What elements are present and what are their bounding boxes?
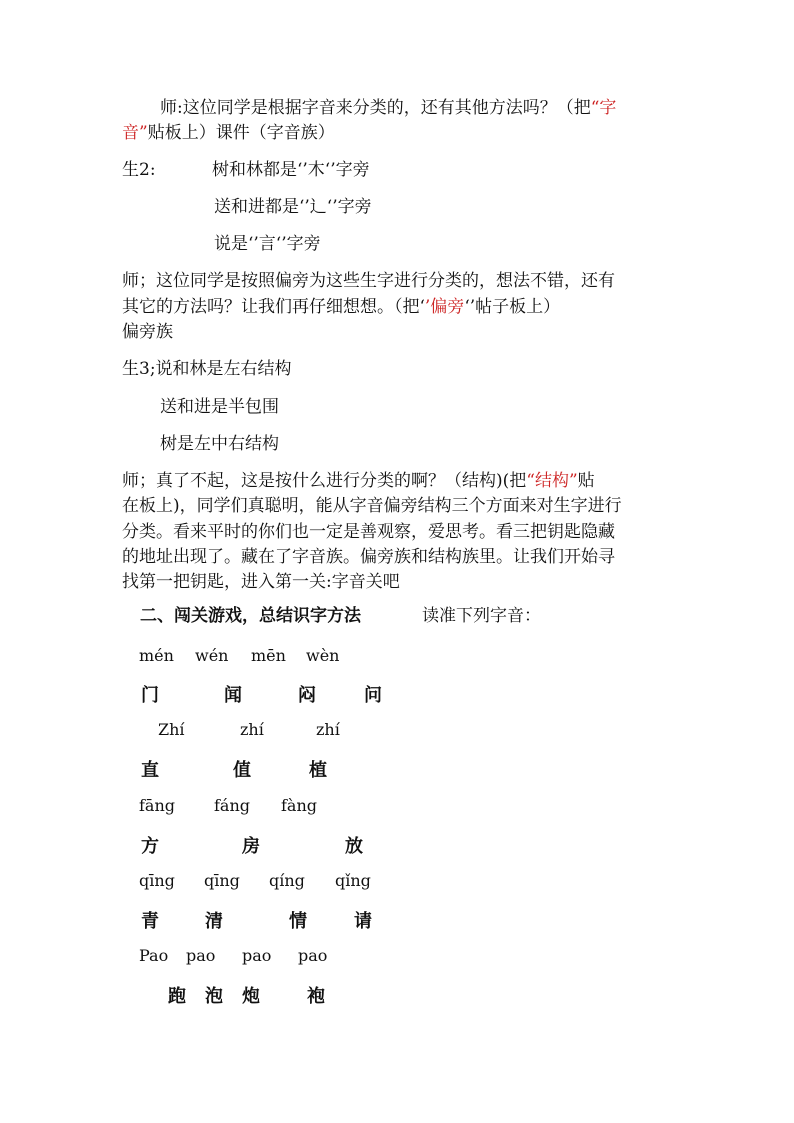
character-cell: 清 — [205, 911, 223, 932]
pinyin-cell: pao — [298, 946, 328, 965]
character-cell: 直 — [141, 760, 159, 781]
highlight-run: 音” — [122, 123, 148, 143]
pinyin-cell: wèn — [306, 646, 340, 665]
character-cell: 跑 — [168, 986, 186, 1007]
pinyin-cell: fāng — [139, 796, 176, 815]
text-run: 贴 — [577, 471, 595, 491]
character-cell: 问 — [364, 685, 382, 706]
character-cell: 闷 — [298, 685, 316, 706]
pinyin-cell: qīng — [139, 871, 175, 890]
student-3-line-3: 树是左中右结构 — [160, 434, 279, 454]
character-cell: 请 — [354, 911, 372, 932]
pinyin-cell: Zhí — [158, 720, 185, 739]
pinyin-cell: zhí — [240, 720, 264, 739]
section-heading: 二、闯关游戏，总结识字方法 — [140, 606, 361, 626]
pinyin-cell: fáng — [214, 796, 251, 815]
teacher-paragraph-3-line-1 — [122, 471, 595, 491]
character-cell: 方 — [141, 836, 159, 857]
pinyin-cell: mén — [139, 646, 174, 665]
teacher-paragraph-2-line-3: 偏旁族 — [122, 322, 173, 342]
teacher-paragraph-3-line-4: 的地址出现了。藏在了字音族。偏旁族和结构族里。让我们开始寻 — [122, 547, 615, 567]
highlight-run: “字 — [590, 98, 617, 118]
character-cell: 植 — [309, 760, 327, 781]
teacher-paragraph-1-line-2 — [122, 123, 335, 143]
teacher-paragraph-3-line-3: 分类。看来平时的你们也一定是善观察，爱思考。看三把钥匙隐藏 — [122, 522, 615, 542]
character-cell: 门 — [141, 685, 159, 706]
highlight-run: “结构” — [526, 471, 578, 491]
pinyin-cell: mēn — [251, 646, 286, 665]
character-cell: 闻 — [224, 685, 242, 706]
pinyin-cell: Pao — [139, 946, 169, 965]
student-2-label: 生2: — [122, 160, 156, 180]
text-run: 师:这位同学是根据字音来分类的，还有其他方法吗？（把 — [160, 98, 591, 118]
teacher-paragraph-3-line-2: 在板上)，同学们真聪明，能从字音偏旁结构三个方面来对生字进行 — [122, 496, 622, 516]
student-2-line-1: 树和林都是‘’木‘’字旁 — [212, 160, 370, 180]
pinyin-cell: qīng — [204, 871, 240, 890]
character-cell: 值 — [233, 760, 251, 781]
pinyin-cell: qǐng — [335, 871, 371, 890]
character-cell: 放 — [345, 836, 363, 857]
student-2-line-2: 送和进都是‘’辶‘’字旁 — [214, 197, 372, 217]
student-3-line-1: 生3;说和林是左右结构 — [122, 359, 292, 379]
student-3-line-2: 送和进是半包围 — [160, 397, 279, 417]
highlight-run: ’偏旁 — [424, 297, 465, 317]
teacher-paragraph-3-line-5: 找第一把钥匙，进入第一关:字音关吧 — [122, 572, 400, 592]
pinyin-cell: pao — [186, 946, 216, 965]
teacher-paragraph-2-line-1: 师；这位同学是按照偏旁为这些生字进行分类的，想法不错，还有 — [122, 271, 615, 291]
text-run: ‘’帖子板上） — [464, 297, 561, 317]
text-run: 师；真了不起，这是按什么进行分类的啊？（结构)(把 — [122, 471, 527, 491]
character-cell: 泡 — [205, 986, 223, 1007]
pinyin-cell: pao — [242, 946, 272, 965]
teacher-paragraph-1-line-1 — [160, 98, 616, 118]
character-cell: 青 — [141, 911, 159, 932]
character-cell: 炮 — [242, 986, 260, 1007]
character-cell: 房 — [242, 836, 260, 857]
pinyin-cell: qíng — [269, 871, 305, 890]
text-run: 贴板上）课件（字音族） — [147, 123, 335, 143]
teacher-paragraph-2-line-2 — [122, 297, 560, 317]
text-run: 其它的方法吗？让我们再仔细想想。（把‘ — [122, 297, 425, 317]
section-instruction: 读准下列字音： — [422, 606, 541, 626]
pinyin-cell: wén — [195, 646, 229, 665]
pinyin-cell: zhí — [316, 720, 340, 739]
student-2-line-3: 说是‘’言‘’字旁 — [214, 234, 321, 254]
pinyin-cell: fàng — [281, 796, 318, 815]
character-cell: 袍 — [307, 986, 325, 1007]
character-cell: 情 — [289, 911, 307, 932]
